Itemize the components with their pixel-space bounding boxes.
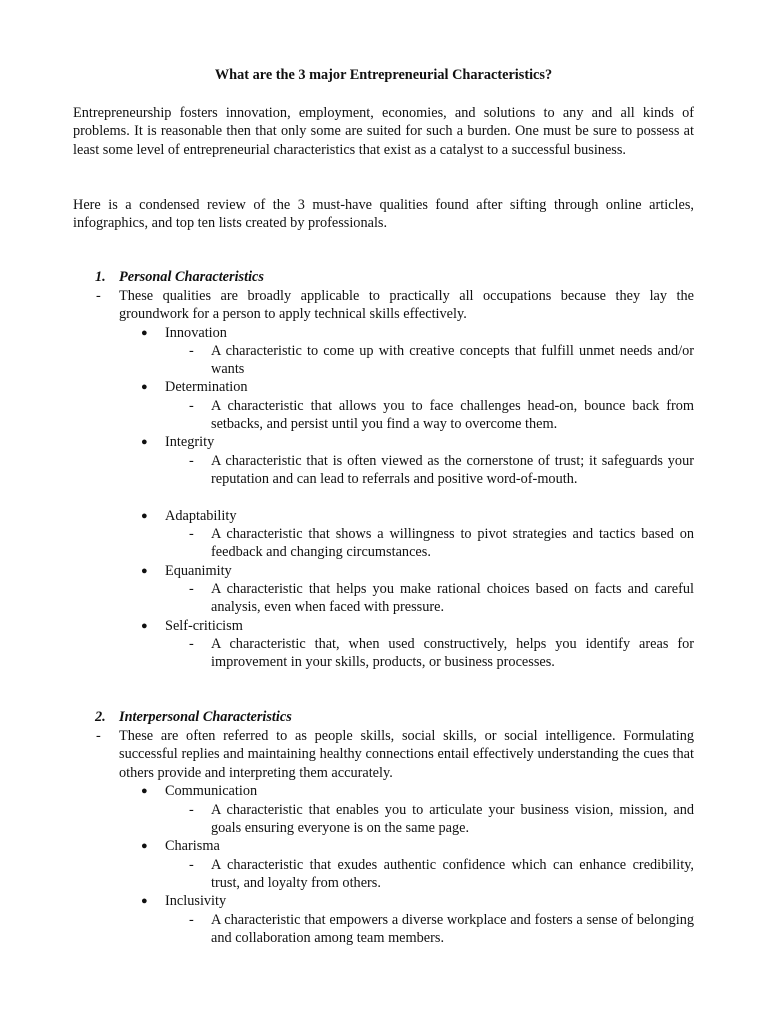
detail-text: A characteristic to come up with creative concepts that fulfill unmet needs and/or wants xyxy=(211,343,694,378)
bullet-icon: ● xyxy=(141,895,148,907)
bullet-icon: ● xyxy=(141,620,148,632)
dash-marker: - xyxy=(96,728,101,744)
dash-marker: - xyxy=(189,802,194,818)
detail-text: A characteristic that allows you to face challenges head-on, bounce back from setbacks, and persist until you find a way to overcome them. xyxy=(211,398,694,433)
characteristic-name: Integrity xyxy=(165,434,215,450)
detail-text: A characteristic that, when used constructively, helps you identify areas for improvement in your skills, products, or business processes. xyxy=(211,636,694,671)
section-title: Personal Characteristics xyxy=(119,269,264,285)
characteristic-name: Adaptability xyxy=(165,508,237,524)
characteristic-detail xyxy=(73,452,694,489)
characteristic-name: Self-criticism xyxy=(165,618,243,634)
dash-marker: - xyxy=(189,581,194,597)
section-heading xyxy=(95,268,264,286)
characteristic-name: Equanimity xyxy=(165,563,232,579)
bullet-icon: ● xyxy=(141,327,148,339)
section-number: 2. xyxy=(95,709,106,725)
bullet-icon: ● xyxy=(141,785,148,797)
characteristic-name: Charisma xyxy=(165,838,220,854)
section-description xyxy=(73,727,694,782)
characteristic-name: Communication xyxy=(165,783,258,799)
characteristic-detail xyxy=(73,397,694,434)
dash-marker: - xyxy=(96,288,101,304)
bullet-icon: ● xyxy=(141,510,148,522)
characteristic-detail xyxy=(73,342,694,379)
detail-text: A characteristic that exudes authentic confidence which can enhance credibility, trust, and loyalty from others. xyxy=(211,857,694,892)
dash-marker: - xyxy=(189,398,194,414)
characteristic-detail xyxy=(73,911,694,948)
bullet-icon: ● xyxy=(141,381,148,393)
description-text: These qualities are broadly applicable to practically all occupations because they lay the groundwork for a person to apply technical skills effectively. xyxy=(119,288,694,323)
characteristic-detail xyxy=(73,580,694,617)
characteristic-detail xyxy=(73,525,694,562)
detail-text: A characteristic that shows a willingness to pivot strategies and tactics based on feedback and changing circumstances. xyxy=(211,526,694,561)
description-text: These are often referred to as people skills, social skills, or social intelligence. Formulating successful replies and maintaining healthy connections entail effectively understanding the cues that others provide and interpreting them accurately. xyxy=(119,728,694,781)
section-description xyxy=(73,287,694,324)
characteristic-detail xyxy=(73,635,694,672)
characteristic-name: Innovation xyxy=(165,325,227,341)
dash-marker: - xyxy=(189,343,194,359)
characteristic-detail xyxy=(73,856,694,893)
characteristic-name: Determination xyxy=(165,379,248,395)
intro-paragraph: Entrepreneurship fosters innovation, employment, economies, and solutions to any and all kinds of problems. It is reasonable then that only some are suited for such a burden. One must be sure to possess at least some level of entrepreneurial characteristics that exist as a catalyst to a successful business. xyxy=(73,105,694,158)
characteristic-detail xyxy=(73,801,694,838)
dash-marker: - xyxy=(189,453,194,469)
bullet-icon: ● xyxy=(141,436,148,448)
bullet-icon: ● xyxy=(141,565,148,577)
section-number: 1. xyxy=(95,269,106,285)
dash-marker: - xyxy=(189,526,194,542)
detail-text: A characteristic that enables you to articulate your business vision, mission, and goals ensuring everyone is on the same page. xyxy=(211,802,694,837)
document-title: What are the 3 major Entrepreneurial Characteristics? xyxy=(214,67,553,83)
detail-text: A characteristic that is often viewed as the cornerstone of trust; it safeguards your reputation and can lead to referrals and positive word-of-mouth. xyxy=(211,453,694,488)
detail-text: A characteristic that helps you make rational choices based on facts and careful analysis, even when faced with pressure. xyxy=(211,581,694,616)
section-heading xyxy=(95,708,292,726)
bullet-icon: ● xyxy=(141,840,148,852)
dash-marker: - xyxy=(189,857,194,873)
intro-paragraph: Here is a condensed review of the 3 must-have qualities found after sifting through online articles, infographics, and top ten lists created by professionals. xyxy=(73,197,694,232)
characteristic-name: Inclusivity xyxy=(165,893,227,909)
dash-marker: - xyxy=(189,636,194,652)
dash-marker: - xyxy=(189,912,194,928)
detail-text: A characteristic that empowers a diverse workplace and fosters a sense of belonging and collaboration among team members. xyxy=(211,912,694,947)
section-title: Interpersonal Characteristics xyxy=(119,709,292,725)
